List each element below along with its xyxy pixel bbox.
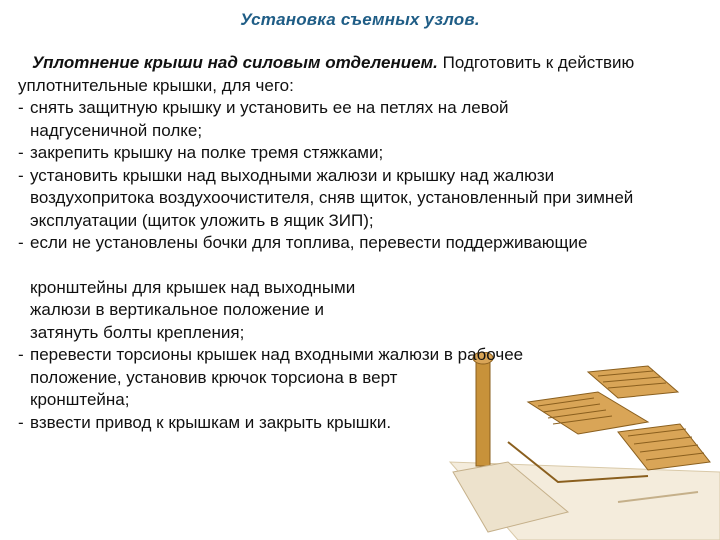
list-dash: - <box>18 143 24 162</box>
list-dash: - <box>18 412 24 432</box>
list-dash: - <box>18 233 24 252</box>
list-item <box>18 165 698 233</box>
list-item-line1: закрепить крышку на полке тремя стяжками; <box>30 143 384 162</box>
page-title: Установка съемных узлов. <box>240 10 480 29</box>
list-item-line1: перевести торсионы крышек над входными жалюзи в рабочее <box>30 345 524 364</box>
list-item <box>18 232 698 344</box>
list-item-line1: снять защитную крышку и установить ее на петлях на левой <box>30 98 509 117</box>
list-item-line1: установить крышки над выходными жалюзи и крышку над жалюзи <box>30 165 555 185</box>
spacer <box>30 255 698 277</box>
list-dash: - <box>18 345 24 364</box>
list-item <box>18 344 524 412</box>
list-item <box>18 97 698 142</box>
list-item-continuation: кронштейны для крышек над выходными жалюзи в вертикальное положение и затянуть болты крепления; <box>30 277 356 342</box>
content-text <box>18 52 698 434</box>
list-dash: - <box>18 98 24 117</box>
list-item-continuation: надгусеничной полке; <box>30 120 203 140</box>
list-item-line1: взвести привод к крышкам и закрыть крышки. <box>30 412 392 432</box>
intro-lead: Уплотнение крыши над силовым отделением. <box>32 53 438 72</box>
list-item <box>18 412 698 435</box>
list-item-continuation: воздухопритока воздухоочистителя, сняв щиток, установленный при зимней эксплуатации (щиток уложить в ящик ЗИП); <box>30 188 634 230</box>
intro-text: Подготовить к действию уплотнительные крышки, для чего: <box>18 53 635 95</box>
list-item-line1: если не установлены бочки для топлива, перевести поддерживающие <box>30 233 588 252</box>
list-item-continuation: положение, установив крючок торсиона в верт кронштейна; <box>30 367 398 409</box>
intro-paragraph <box>18 52 698 97</box>
list-dash: - <box>18 165 24 185</box>
list-item <box>18 142 698 165</box>
